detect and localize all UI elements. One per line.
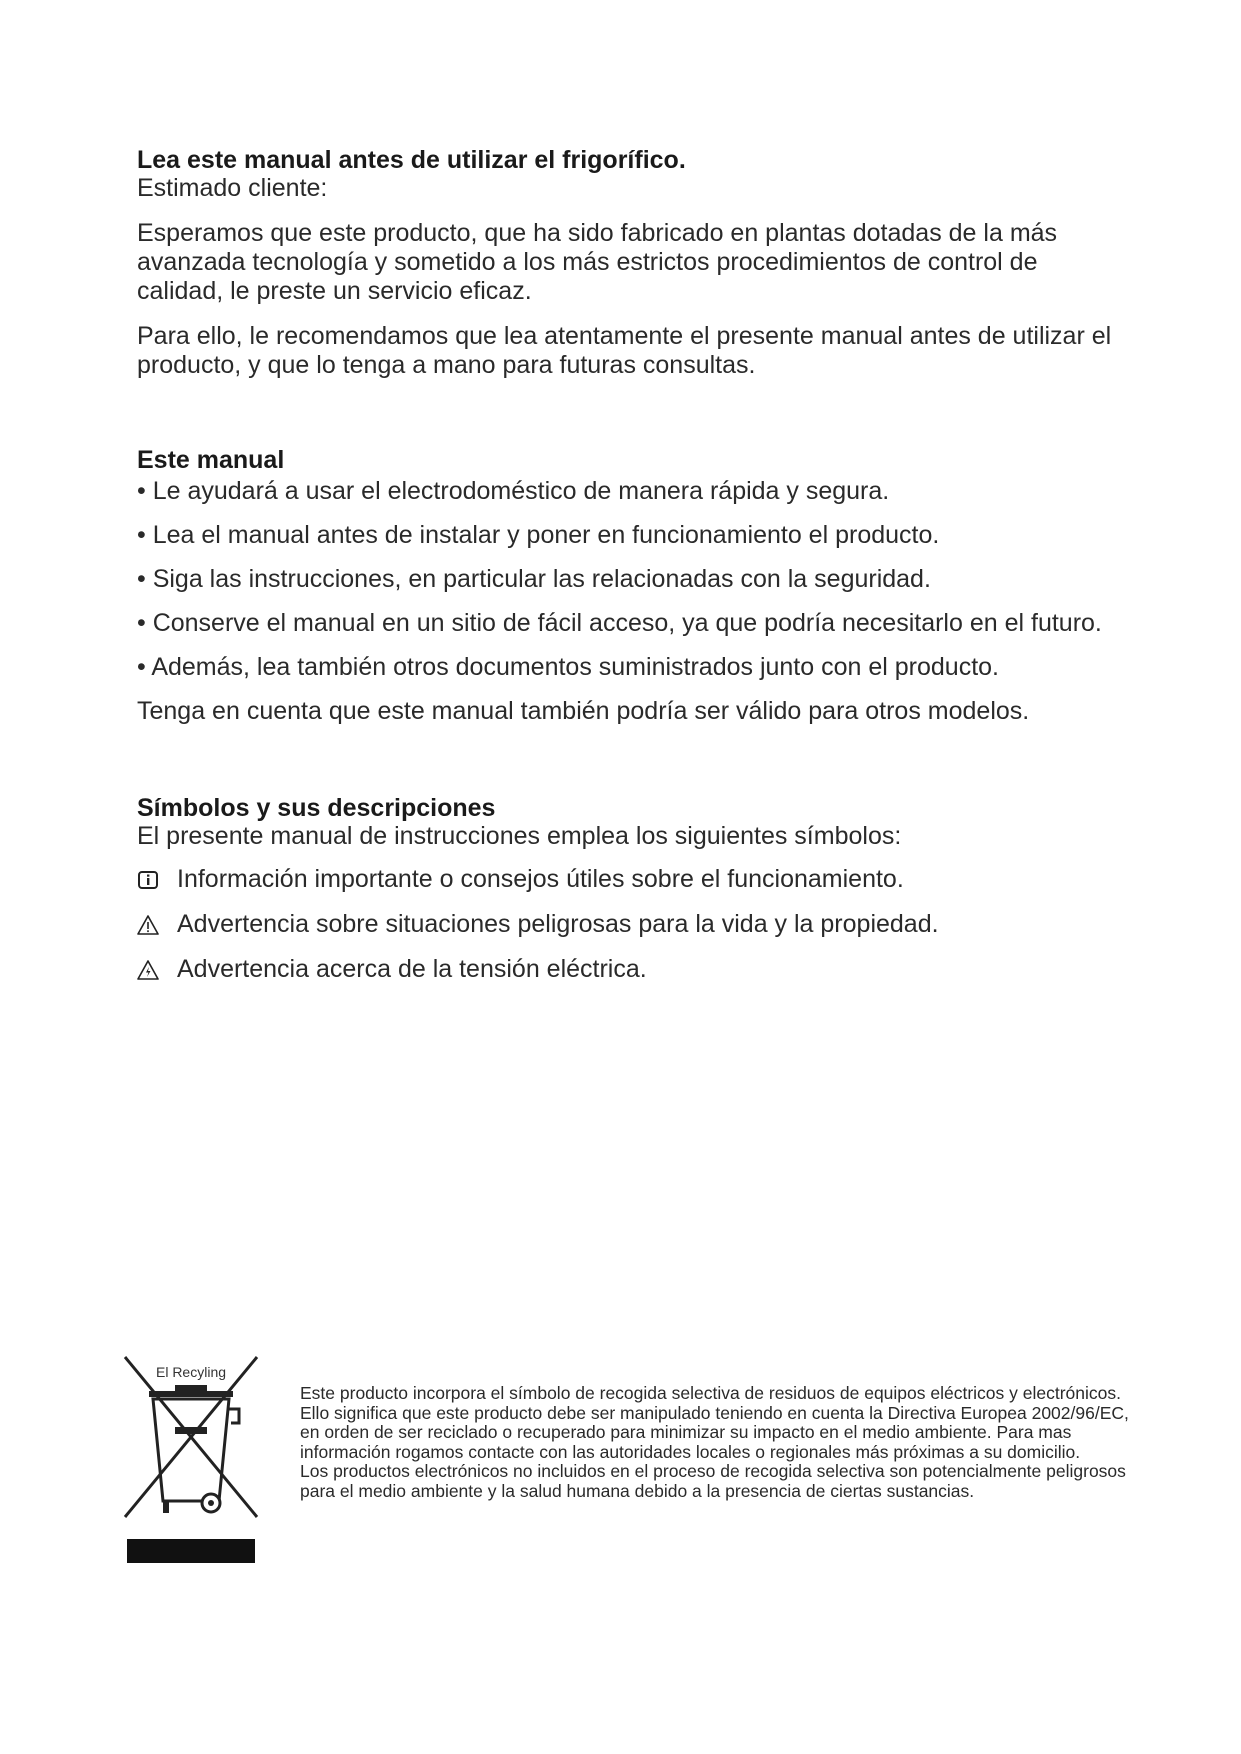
recycling-line-1: Este producto incorpora el símbolo de recogida selectiva de residuos de equipos eléctricos y electrónicos.: [300, 1383, 1122, 1403]
manual-note: Tenga en cuenta que este manual también podría ser válido para otros modelos.: [137, 697, 1030, 725]
warning-triangle-icon: [137, 914, 159, 936]
recycling-bin-icon: [123, 1353, 259, 1565]
manual-bullet: • Siga las instrucciones, en particular las relacionadas con la seguridad.: [137, 565, 931, 593]
intro-title: Lea este manual antes de utilizar el frigorífico.: [137, 146, 686, 174]
symbols-intro: El presente manual de instrucciones emplea los siguientes símbolos:: [137, 822, 902, 850]
symbol-electric-text: Advertencia acerca de la tensión eléctrica.: [177, 955, 647, 983]
recycling-logo-label: El Recyling: [155, 1364, 227, 1380]
recycling-line-3: Los productos electrónicos no incluidos en el proceso de recogida selectiva son potencialmente peligrosos para el medio ambiente y la salud humana debido a la presencia de ciertas sustancias.: [300, 1461, 1126, 1501]
symbol-row-warning: [137, 910, 1117, 939]
symbols-section: [137, 794, 1117, 984]
recycling-notice: [300, 1384, 1130, 1501]
recycling-line-2: Ello significa que este producto debe ser manipulado teniendo en cuenta la Directiva Europea 2002/96/EC, en orden de ser reciclado o recuperado para minimizar su impacto en el medio ambiente. Para mas información rogamos contacte con las autoridades locales o regionales más próximas a su domicilio.: [300, 1402, 1129, 1462]
symbol-warning-text: Advertencia sobre situaciones peligrosas para la vida y la propiedad.: [177, 910, 939, 938]
manual-title: Este manual: [137, 446, 285, 474]
electric-warning-icon: [137, 959, 159, 981]
intro-paragraph-1: Esperamos que este producto, que ha sido fabricado en plantas dotadas de la más avanzada tecnología y sometido a los más estrictos procedimientos de control de calidad, le preste un servicio eficaz.: [137, 219, 1058, 305]
manual-bullet: • Conserve el manual en un sitio de fácil acceso, ya que podría necesitarlo en el futuro.: [137, 609, 1102, 637]
main-content: [137, 146, 1117, 984]
greeting: Estimado cliente:: [137, 174, 328, 202]
symbol-row-electric: [137, 955, 1117, 984]
manual-bullet: • Además, lea también otros documentos suministrados junto con el producto.: [137, 653, 999, 681]
symbols-title: Símbolos y sus descripciones: [137, 794, 496, 822]
intro-paragraph-2: Para ello, le recomendamos que lea atentamente el presente manual antes de utilizar el producto, y que lo tenga a mano para futuras consultas.: [137, 322, 1112, 379]
symbol-info-text: Información importante o consejos útiles sobre el funcionamiento.: [177, 865, 904, 893]
symbol-row-info: [137, 865, 1117, 894]
manual-bullet: • Lea el manual antes de instalar y poner en funcionamiento el producto.: [137, 521, 940, 549]
manual-bullet: • Le ayudará a usar el electrodoméstico de manera rápida y segura.: [137, 477, 890, 505]
info-icon: [137, 869, 159, 891]
manual-section: [137, 446, 1117, 726]
